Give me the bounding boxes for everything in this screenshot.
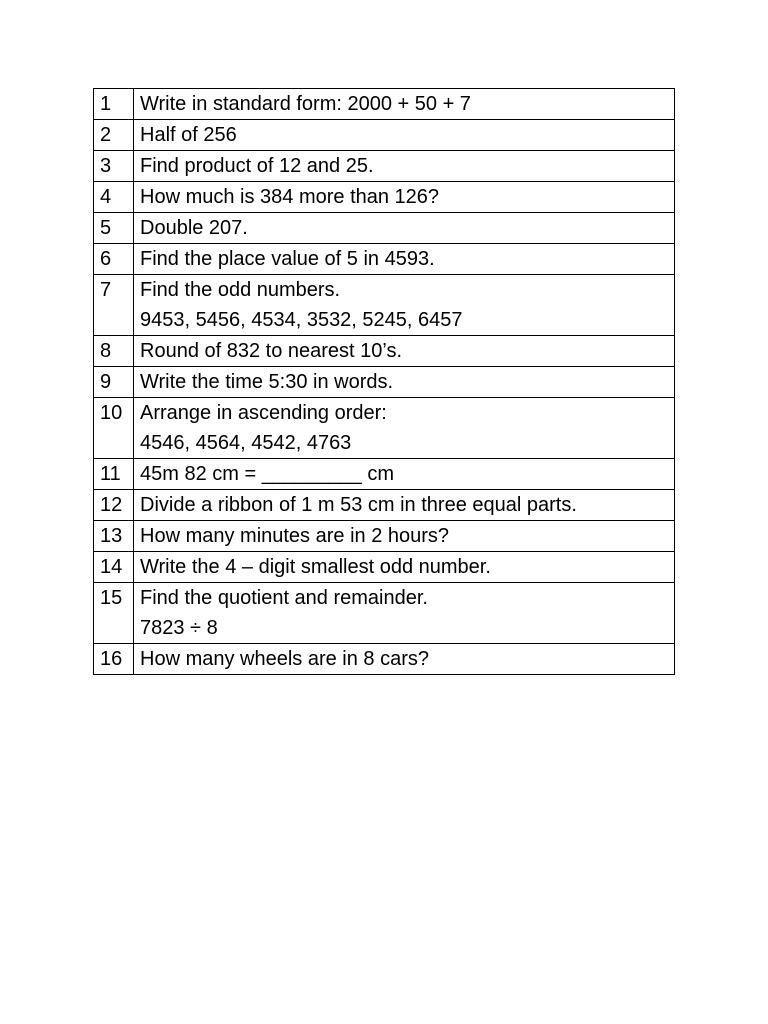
question-number: 7	[94, 275, 134, 336]
question-row	[94, 583, 675, 644]
question-text	[134, 459, 675, 490]
question-line: Double 207.	[140, 217, 248, 239]
questions-table-body	[94, 89, 675, 675]
question-text	[134, 182, 675, 213]
question-row	[94, 398, 675, 459]
question-number: 8	[94, 336, 134, 367]
question-number: 1	[94, 89, 134, 120]
question-line: Arrange in ascending order:	[140, 402, 387, 424]
question-text	[134, 644, 675, 675]
question-text	[134, 367, 675, 398]
question-text	[134, 89, 675, 120]
question-text	[134, 552, 675, 583]
question-line: Divide a ribbon of 1 m 53 cm in three equal parts.	[140, 494, 577, 516]
question-number: 4	[94, 182, 134, 213]
question-line: 45m 82 cm = _________ cm	[140, 463, 395, 485]
question-line: Find the place value of 5 in 4593.	[140, 248, 435, 270]
question-number: 15	[94, 583, 134, 644]
question-text	[134, 120, 675, 151]
question-text	[134, 490, 675, 521]
questions-table	[93, 88, 675, 675]
question-row	[94, 213, 675, 244]
question-number: 13	[94, 521, 134, 552]
question-line: How many wheels are in 8 cars?	[140, 648, 430, 670]
question-row	[94, 120, 675, 151]
question-row	[94, 275, 675, 336]
question-row	[94, 151, 675, 182]
question-row	[94, 182, 675, 213]
question-line: Write the 4 – digit smallest odd number.	[140, 556, 491, 578]
question-row	[94, 336, 675, 367]
question-line: How much is 384 more than 126?	[140, 186, 440, 208]
question-row	[94, 244, 675, 275]
question-number: 2	[94, 120, 134, 151]
question-line: Write the time 5:30 in words.	[140, 371, 394, 393]
question-text	[134, 151, 675, 182]
question-line: Find product of 12 and 25.	[140, 155, 374, 177]
question-number: 10	[94, 398, 134, 459]
question-line: Write in standard form: 2000 + 50 + 7	[140, 93, 471, 115]
question-line: 4546, 4564, 4542, 4763	[140, 432, 352, 454]
question-number: 14	[94, 552, 134, 583]
question-line: Find the quotient and remainder.	[140, 587, 428, 609]
question-line: Half of 256	[140, 124, 237, 146]
question-row	[94, 521, 675, 552]
question-number: 9	[94, 367, 134, 398]
question-row	[94, 552, 675, 583]
question-text	[134, 583, 675, 644]
question-number: 16	[94, 644, 134, 675]
question-text	[134, 336, 675, 367]
question-number: 11	[94, 459, 134, 490]
question-row	[94, 459, 675, 490]
question-line: 7823 ÷ 8	[140, 617, 218, 639]
question-text	[134, 213, 675, 244]
question-row	[94, 490, 675, 521]
question-line: How many minutes are in 2 hours?	[140, 525, 450, 547]
question-number: 6	[94, 244, 134, 275]
question-row	[94, 367, 675, 398]
question-number: 5	[94, 213, 134, 244]
question-text	[134, 244, 675, 275]
question-text	[134, 521, 675, 552]
question-number: 3	[94, 151, 134, 182]
question-line: 9453, 5456, 4534, 3532, 5245, 6457	[140, 309, 463, 331]
question-text	[134, 275, 675, 336]
question-line: Find the odd numbers.	[140, 279, 341, 301]
question-line: Round of 832 to nearest 10’s.	[140, 340, 403, 362]
question-number: 12	[94, 490, 134, 521]
question-text	[134, 398, 675, 459]
question-row	[94, 89, 675, 120]
question-row	[94, 644, 675, 675]
